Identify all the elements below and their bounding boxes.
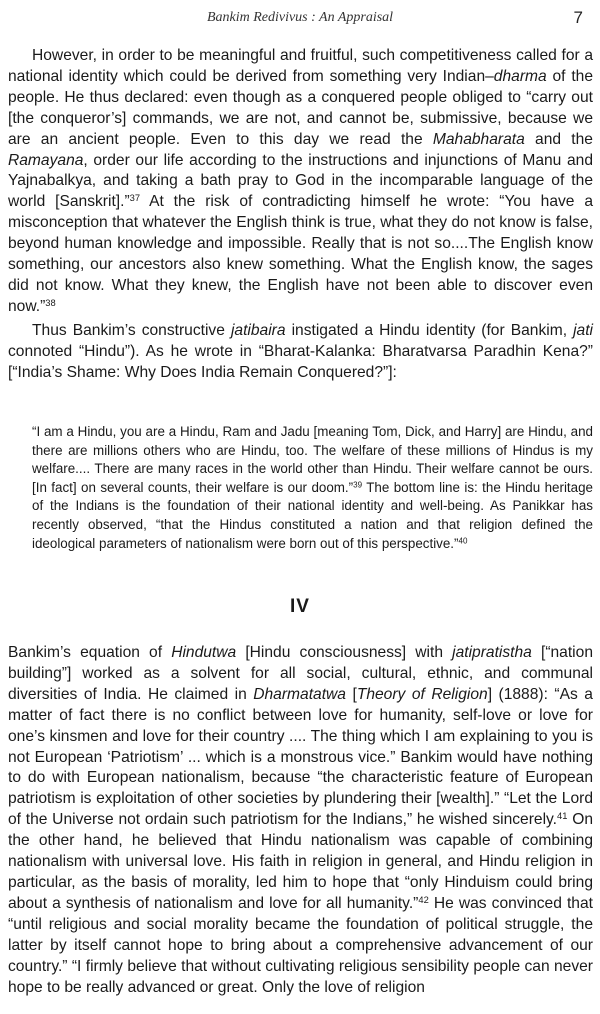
section-iv-text xyxy=(8,643,593,998)
page-number: 7 xyxy=(573,8,583,27)
page-header xyxy=(0,10,600,32)
paragraph-2: Thus Bankim’s constructive jatibaira instigated a Hindu identity (for Bankim, jati connoted “Hindu”). As he wrote in “Bharat-Kalanka: Bharatvarsa Paradhin Kena?” [“India’s Shame: Why Does India Remain Conquered?”]: xyxy=(8,321,593,381)
section-heading: IV xyxy=(290,596,310,617)
running-title: Bankim Redivivus : An Appraisal xyxy=(206,10,394,25)
block-quote: “I am a Hindu, you are a Hindu, Ram and Jadu [meaning Tom, Dick, and Harry] are Hindu, and there are millions others who are Hindu, too. The welfare of these millions of Hindus is my welfare.... There are many races in the world other than Hindu. Their welfare cannot be ours. [In fact] on several counts, their welfare is our doom.”$^{39}$ The bottom line is: the Hindu heritage of the Indians is the foundation of their national identity and well-being. As Panikkar has recently observed, “that the Hindus constituted a nation and that religion defined the ideological parameters of nationalism were born out of this perspective.”$^{40}$ xyxy=(32,424,593,551)
paragraph-1: However, in order to be meaningful and fruitful, such competitiveness called for a national identity which could be derived from something very Indian–dharma of the people. He thus declared: even though as a conquered people obliged to “carry out [the conqueror’s] commands, we are not, and cannot be, submissive, because we are an ancient people. Even to this day we read the Mahabharata and the Ramayana, order our life according to the instructions and injunctions of Manu and Yajnabalkya, and taking a bath pray to God in the incomparable language of the world [Sanskrit].”$^{37}$ At the risk of contradicting himself he wrote: “You have a misconception that whatever the English think is true, what they do not know is false, beyond human knowledge and impossible. Really that is not so....The English know something, our ancestors also knew something. What the English know, the sages did not know. What they knew, the English have not been able to discover even now.”$^{38}$ xyxy=(8,47,593,315)
paragraph-3: Bankim’s equation of Hindutwa [Hindu consciousness] with jatipratistha [“nation building”] worked as a solvent for all social, cultural, ethnic, and communal diversities of India. He claimed in Dharmatatwa [Theory of Religion] (1888): “As a matter of fact there is no conflict between love for humanity, self-love or love for one’s kinsmen and love for their country .... The thing which I am explaining to you is not European ‘Patriotism’ ... which is a monstrous vice.” Bankim would have nothing to do with European nationalism, because “the characteristic feature of European patriotism is exploitation of other societies by plundering their [wealth].” “Let the Lord of the Universe not ordain such patriotism for the Indians,” he wished sincerely.$^{41}$ On the other hand, he believed that Hindu nationalism was capable of combining nationalism with universal love. His faith in religion in general, and Hindu religion in particular, as the basis of morality, led him to hope that “only Hinduism could bring about a synthesis of nationalism and love for all humanity.”$^{42}$ He was convinced that “until religious and social morality became the foundation of political struggle, the latter by itself cannot hope to bring about a comprehensive advancement of our country.” “I firmly believe that without cultivating religious sensibility people can never hope to be really advanced or great. Only the love of religion xyxy=(8,644,594,996)
opening-paragraphs xyxy=(8,46,593,384)
